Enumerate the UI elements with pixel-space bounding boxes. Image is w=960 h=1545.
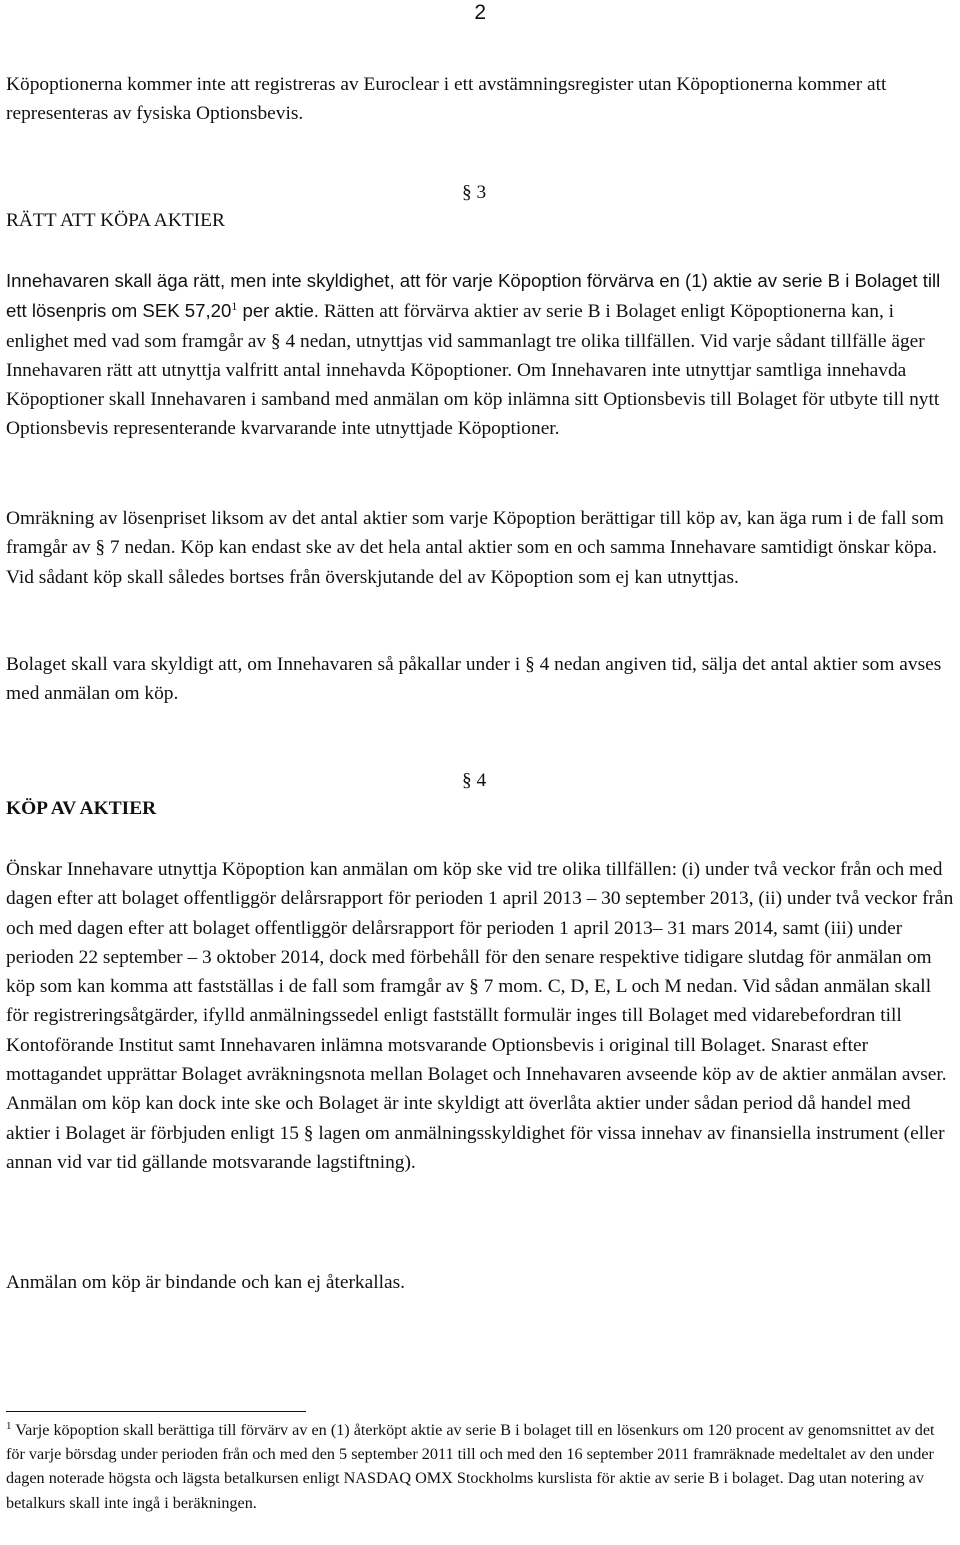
section-3-paragraph-1-rest: Rätten att förvärva aktier av serie B i Bolaget enligt Köpoptionerna kan, i enlighet med vad som framgår av § 4 nedan, utnyttjas vid sammanlagt tre olika tillfällen. Vid varje sådant tillfälle äger Innehavaren rätt att utnyttja valfritt antal innehavda Köpoptioner. Om Innehavaren inte utnyttjar samtliga innehavda Köpoptioner skall Innehavaren i samband med anmälan om köp inlämna sitt Optionsbevis till Bolaget för utbyte till nytt Optionsbevis representerande kvarvarande inte utnyttjade Köpoptioner. [6, 301, 940, 440]
footnote-text: Varje köpoption skall berättiga till förvärv av en (1) återköpt aktie av serie B i bolaget till en lösenkurs om 120 procent av genomsnittet av det för varje börsdag under perioden från och med den 5 september 2011 till och med den 16 september 2011 framräknade medeltalet av den under dagen noterade högsta och lägsta betalkursen enligt NASDAQ OMX Stockholms kurslista för aktie av serie B i bolaget. Dag utan notering av betalkurs skall inte ingå i beräkningen. [6, 1421, 935, 1512]
footnote-reference: 1 [231, 299, 238, 314]
footnote [6, 1418, 956, 1515]
intro-paragraph: Köpoptionerna kommer inte att registreras av Euroclear i ett avstämningsregister utan Köpoptionerna kommer att representeras av fysiska Optionsbevis. [6, 74, 887, 125]
footnote-divider [6, 1411, 306, 1412]
section-3-paragraph-1-lead: Innehavaren skall äga rätt, men inte skyldighet, att för varje Köpoption förvärva en (1) aktie av serie B i Bolaget till ett lösenpris om SEK 57,20 [6, 270, 941, 322]
page-number: 2 [474, 1, 486, 24]
section-3-paragraph-1-tail: per aktie. [237, 300, 319, 322]
section-3-paragraph-2: Omräkning av lösenpriset liksom av det antal aktier som varje Köpoption berättigar till köp av, kan äga rum i de fall som framgår av § 7 nedan. Köp kan endast ske av det hela antal aktier som en och samma Innehavare samtidigt önskar köpa. Vid sådant köp skall således bortses från överskjutande del av Köpoption som ej kan utnyttjas. [6, 508, 944, 588]
section-4-paragraph-2: Anmälan om köp är bindande och kan ej återkallas. [6, 1272, 405, 1293]
section-3-paragraph-1 [6, 266, 956, 444]
section-4-heading: KÖP AV AKTIER [6, 798, 157, 819]
section-3-paragraph-3: Bolaget skall vara skyldigt att, om Innehavaren så påkallar under i § 4 nedan angiven tid, sälja det antal aktier som avses med anmälan om köp. [6, 654, 942, 705]
section-4-paragraph-1: Önskar Innehavare utnyttja Köpoption kan anmälan om köp ske vid tre olika tillfällen: (i) under två veckor från och med dagen efter att bolaget offentliggör delårsrapport för perioden 1 april 2013 – 30 september 2013, (ii) under två veckor från och med dagen efter att bolaget offentliggör delårsrapport för perioden 1 april 2013– 31 mars 2014, samt (iii) under perioden 22 september – 3 oktober 2014, dock med förbehåll för den senare respektive tidigare slutdag för anmälan om köp som kan komma att fastställas i de fall som framgår av § 7 mom. C, D, E, L och M nedan. Vid sådan anmälan skall för registreringsåtgärder, ifylld anmälningssedel enligt fastställt formulär inges till Bolaget med vidarebefordran till Kontoförande Institut samt Innehavaren inlämna motsvarande Optionsbevis i original till Bolaget. Snarast efter mottagandet upprättar Bolaget avräkningsnota mellan Bolaget och Innehavaren avseende köp av de aktier anmälan avser. Anmälan om köp kan dock inte ske och Bolaget är inte skyldigt att överlåta aktier under sådan period då handel med aktier i Bolaget är förbjuden enligt 15 § lagen om anmälningsskyldighet för vissa innehav av finansiella instrument (eller annan vid var tid gällande motsvarande lagstiftning). [6, 859, 954, 1173]
section-3-number: § 3 [462, 182, 487, 203]
section-4-number: § 4 [462, 770, 487, 791]
footnote-marker: 1 [6, 1420, 12, 1432]
section-3-heading: RÄTT ATT KÖPA AKTIER [6, 210, 225, 231]
